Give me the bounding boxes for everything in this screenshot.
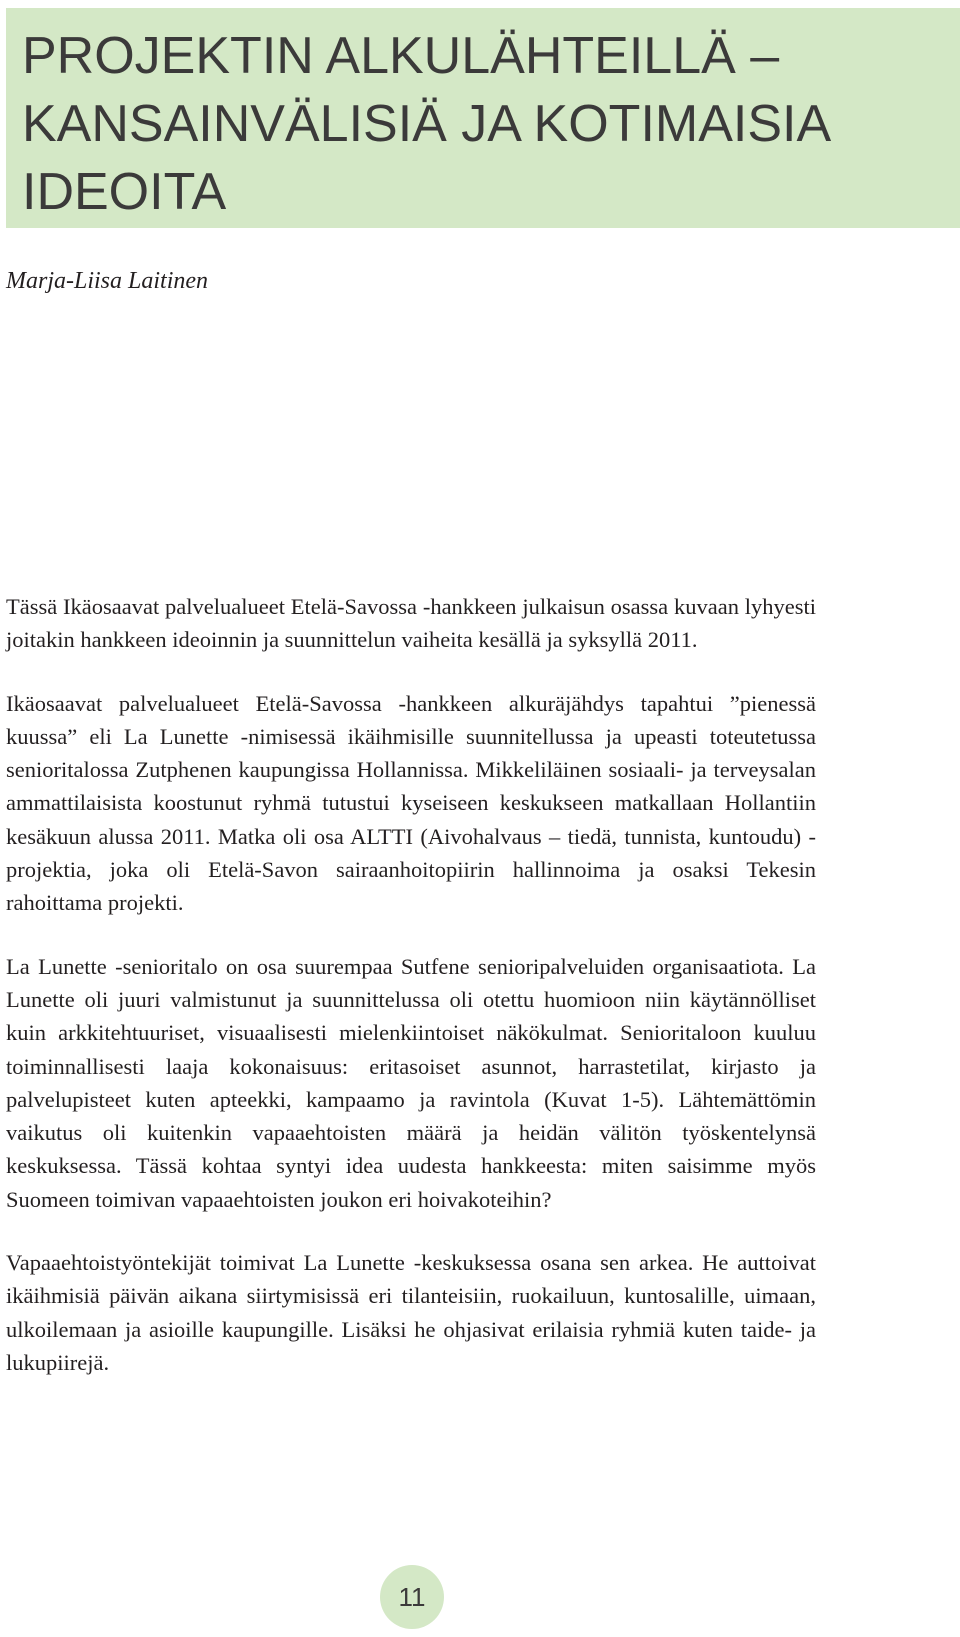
title-line-2: KANSAINVÄLISIÄ JA KOTIMAISIA <box>22 95 832 153</box>
paragraph: Vapaaehtoistyöntekijät toimivat La Lunette -keskuksessa osana sen arkea. He auttoivat ikäihmisiä päivän aikana siirtymisissä eri tilanteisiin, ruokailuun, kuntosalille, uimaan, ulkoilemaan ja asioille kaupungille. Lisäksi he ohjasivat erilaisia ryhmiä kuten taide- ja lukupiirejä. <box>6 1250 816 1375</box>
paragraph: Tässä Ikäosaavat palvelualueet Etelä-Savossa -hankkeen julkaisun osassa kuvaan lyhyesti joitakin hankkeen ideoinnin ja suunnittelun vaiheita kesällä ja syksyllä 2011. <box>6 594 816 653</box>
article-body <box>6 590 816 1409</box>
page-number-badge <box>380 1565 444 1629</box>
title-line-1: PROJEKTIN ALKULÄHTEILLÄ – <box>22 27 780 85</box>
title-band <box>6 8 960 228</box>
page-title <box>6 8 960 226</box>
paragraph: Ikäosaavat palvelualueet Etelä-Savossa -hankkeen alkuräjähdys tapahtui ”pienessä kuussa” eli La Lunette -nimisessä ikäihmisille suunnitellussa ja upeasti toteutetussa senioritalossa Zutphenen kaupungissa Hollannissa. Mikkeliläinen sosiaali- ja terveysalan ammattilaisista koostunut ryhmä tutustui kyseiseen keskukseen matkallaan Hollantiin kesäkuun alussa 2011. Matka oli osa ALTTI (Aivohalvaus – tiedä, tunnista, kuntoudu) -projektia, joka oli Etelä-Savon sairaanhoitopiirin hallinnoima ja osaksi Tekesin rahoittama projekti. <box>6 690 816 916</box>
title-line-3: IDEOITA <box>22 163 227 221</box>
author-name: Marja-Liisa Laitinen <box>6 268 209 294</box>
page-number: 11 <box>398 1581 426 1612</box>
paragraph: La Lunette -senioritalo on osa suurempaa Sutfene senioripalveluiden organisaatiota. La Lunette oli juuri valmistunut ja suunnittelussa oli otettu huomioon niin käytännölliset kuin arkkitehtuuriset, visuaalisesti mielenkiintoiset näkökulmat. Senioritaloon kuuluu toiminnallisesti laaja kokonaisuus: eritasoiset asunnot, harrastetilat, kirjasto ja palvelupisteet kuten apteekki, kampaamo ja ravintola (Kuvat 1-5). Lähtemättömin vaikutus oli kuitenkin vapaaehtoisten määrä ja heidän välitön työskentelynsä keskuksessa. Tässä kohtaa syntyi idea uudesta hankkeesta: miten saisimme myös Suomeen toimivan vapaaehtoisten joukon eri hoivakoteihin? <box>6 953 816 1212</box>
